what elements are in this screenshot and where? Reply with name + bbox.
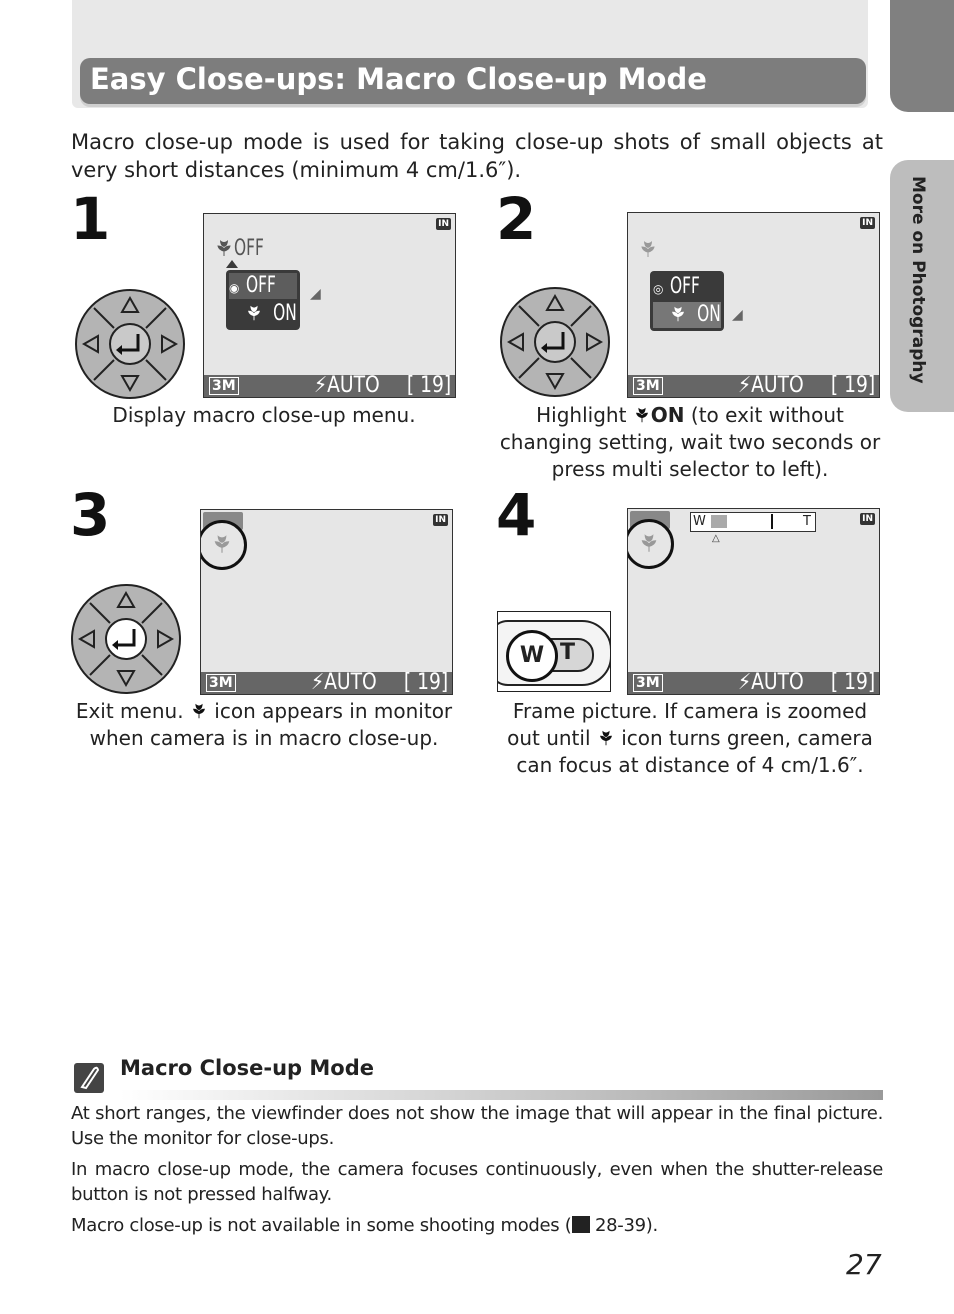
exposure-count: [ 19] (406, 373, 451, 398)
note-paragraph-3: Macro close-up is not available in some shooting modes ( 28-39). (71, 1215, 658, 1236)
step-4-caption: Frame picture. If camera is zoomed out until icon turns green, camera can focus at distance of 4 cm/1.6″. (507, 699, 873, 777)
macro-icon (638, 239, 658, 259)
multi-selector-icon (70, 583, 182, 695)
macro-icon (245, 304, 263, 322)
exposure-count: [ 19] (403, 670, 448, 695)
intro-paragraph: Macro close-up mode is used for taking close-up shots of small objects at very short distances (minimum 4 cm/1.6″). (71, 130, 883, 182)
step-4-number: 4 (496, 481, 537, 549)
macro-icon (633, 406, 651, 424)
macro-icon (214, 238, 234, 258)
step-3-number: 3 (70, 481, 111, 549)
macro-status-label: OFF (234, 236, 264, 261)
page-number: 27 (846, 1248, 882, 1281)
step-3-caption: Exit menu. icon appears in monitor when camera is in macro close-up. (75, 699, 453, 750)
zoom-tele-label: T (803, 514, 811, 529)
zoom-t-button[interactable]: T (560, 640, 576, 665)
flash-mode: ⚡AUTO (314, 373, 380, 398)
macro-icon (597, 729, 615, 747)
macro-icon (211, 533, 233, 555)
multi-selector-icon (74, 288, 186, 400)
zoom-button-illustration (497, 611, 611, 692)
monitor-step-3 (200, 509, 453, 695)
monitor-step-1 (203, 213, 456, 398)
step-1-caption: Display macro close-up menu. (112, 403, 416, 427)
status-bar (628, 375, 879, 397)
note-divider (120, 1090, 883, 1100)
zoom-indicator (690, 512, 816, 532)
macro-menu (226, 270, 300, 330)
section-label: More on Photography (908, 176, 928, 384)
zoom-position-marker (711, 515, 727, 528)
enter-icon: ◢ (732, 307, 743, 323)
macro-icon (638, 532, 660, 554)
step-1-number: 1 (70, 185, 111, 253)
zoom-w-button[interactable]: W (506, 630, 558, 682)
flash-mode: ⚡AUTO (311, 670, 377, 695)
flash-mode: ⚡AUTO (738, 373, 804, 398)
monitor-step-2 (627, 212, 880, 398)
macro-icon (190, 702, 208, 720)
image-size: 3M (206, 674, 236, 692)
step-2-number: 2 (496, 185, 537, 253)
multi-selector-icon (499, 286, 611, 398)
macro-status (214, 236, 277, 261)
monitor-step-4 (627, 508, 880, 695)
note-title: Macro Close-up Mode (120, 1056, 374, 1080)
note-pencil-icon (74, 1063, 104, 1093)
macro-menu (650, 271, 724, 331)
image-size: 3M (633, 377, 663, 395)
image-size: 3M (633, 674, 663, 692)
zoom-wide-label: W (693, 514, 706, 529)
exposure-count: [ 19] (830, 373, 875, 398)
note-paragraph-1: At short ranges, the viewfinder does not show the image that will appear in the final picture. Use the monitor for close-ups. (71, 1103, 883, 1149)
menu-option-off[interactable]: ◎ OFF (653, 274, 721, 300)
title-bar (80, 58, 866, 104)
menu-pointer (226, 260, 238, 268)
page-title: Easy Close-ups: Macro Close-up Mode (90, 62, 707, 96)
flash-mode: ⚡AUTO (738, 670, 804, 695)
exposure-count: [ 19] (830, 670, 875, 695)
internal-memory-icon: IN (438, 219, 449, 229)
macro-icon (669, 305, 687, 323)
menu-option-on-highlighted[interactable]: ON (653, 302, 721, 328)
enter-icon: ◢ (310, 286, 321, 302)
menu-option-on[interactable]: ON (229, 301, 297, 327)
thumb-tab-top (890, 0, 954, 112)
zoom-limit-marker (771, 514, 773, 529)
internal-memory-icon: IN (862, 218, 873, 228)
status-bar (628, 672, 879, 694)
internal-memory-icon: IN (435, 515, 446, 525)
internal-memory-icon: IN (862, 514, 873, 524)
note-paragraph-2: In macro close-up mode, the camera focuses continuously, even when the shutter-release button is not pressed halfway. (71, 1159, 883, 1205)
page-reference-icon (572, 1216, 590, 1233)
zoom-pointer-icon: △ (712, 533, 720, 544)
menu-option-off[interactable]: ◉ OFF (229, 273, 297, 299)
status-bar (201, 672, 452, 694)
status-bar (204, 375, 455, 397)
step-2-caption: Highlight ON (to exit without changing setting, wait two seconds or press multi selector to left). (499, 403, 881, 481)
image-size: 3M (209, 377, 239, 395)
